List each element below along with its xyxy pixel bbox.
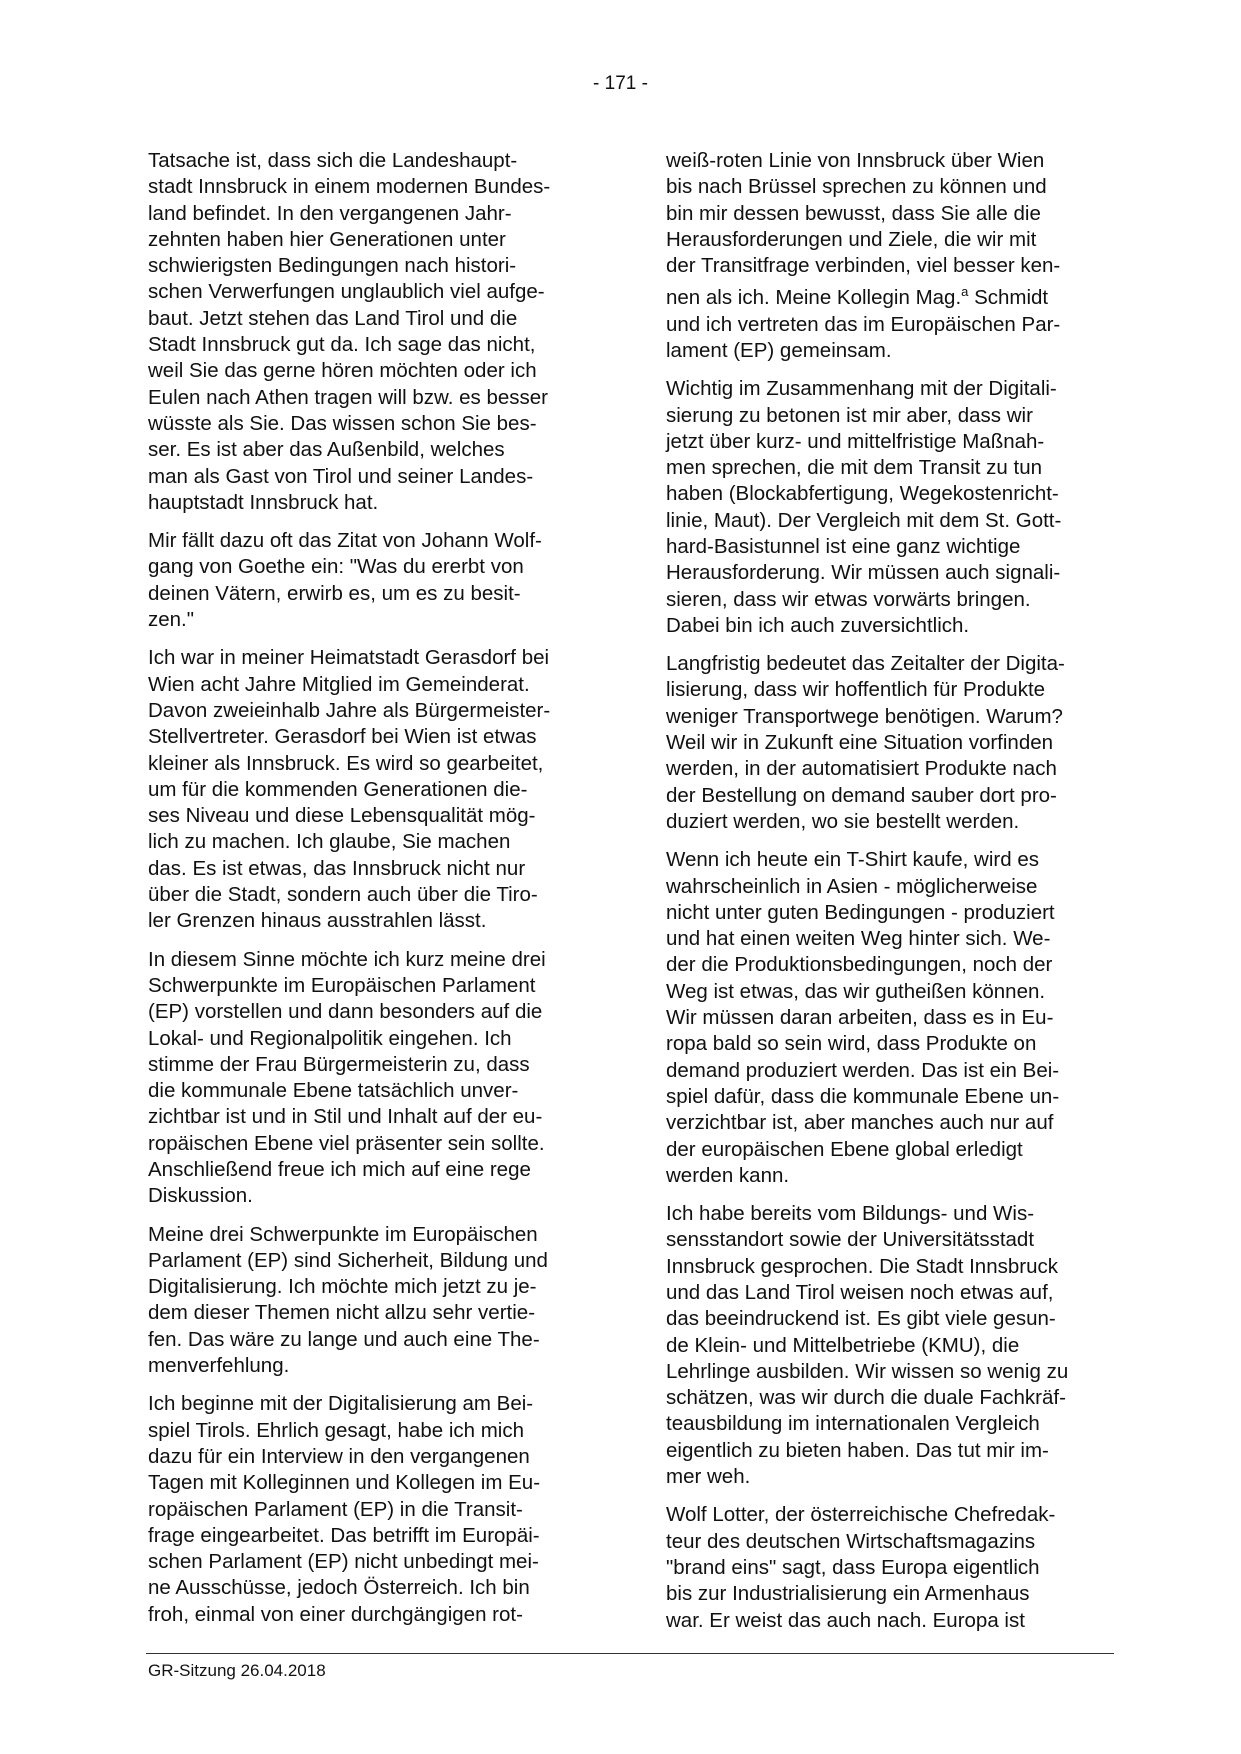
paragraph: Tatsache ist, dass sich die Landeshaupt- stadt Innsbruck in einem modernen Bundes- land befindet. In den vergangenen Jahr- zehnten haben hier Generationen unter schwierigsten Bedingungen nach histori- schen Verwerfungen unglaublich viel aufge- baut. Jetzt stehen das Land Tirol und die Stadt Innsbruck gut da. Ich sage das nicht, weil Sie das gerne hören möchten oder ich Eulen nach Athen tragen will bzw. es besser wüsste als Sie. Das wissen schon Sie bes- ser. Es ist aber das Außenbild, welches man als Gast von Tirol und seiner Landes- hauptstadt Innsbruck hat. bbox=[148, 149, 551, 514]
paragraph: Mir fällt dazu oft das Zitat von Johann Wolf- gang von Goethe ein: "Was du ererbt von deinen Vätern, erwirb es, um es zu besit- zen." bbox=[148, 529, 542, 632]
footer-text: GR-Sitzung 26.04.2018 bbox=[148, 1661, 326, 1680]
paragraph bbox=[666, 148, 1114, 364]
right-column bbox=[666, 148, 1114, 1646]
paragraph: Ich beginne mit der Digitalisierung am Bei- spiel Tirols. Ehrlich gesagt, habe ich mich dazu für ein Interview in den vergangenen Tagen mit Kolleginnen und Kollegen im Eu- ropäischen Parlament (EP) in die Transit- frage eingearbeitet. Das betrifft im Europäi- schen Parlament (EP) nicht unbedingt mei- ne Ausschüsse, jedoch Österreich. Ich bin froh, einmal von einer durchgängigen rot- bbox=[148, 1392, 541, 1626]
paragraph: Meine drei Schwerpunkte im Europäischen Parlament (EP) sind Sicherheit, Bildung und Digitalisierung. Ich möchte mich jetzt zu je- dem dieser Themen nicht allzu sehr vertie- fen. Das wäre zu lange und auch eine The- menverfehlung. bbox=[148, 1222, 548, 1378]
page-number: - 171 - bbox=[593, 73, 648, 94]
superscript: a bbox=[961, 284, 969, 300]
paragraph: Wenn ich heute ein T-Shirt kaufe, wird es wahrscheinlich in Asien - möglicherweise nicht unter guten Bedingungen - produziert und hat einen weiten Weg hinter sich. We- der die Produktionsbedingungen, noch der Weg ist etwas, das wir gutheißen können. Wir müssen daran arbeiten, dass es in Eu- ropa bald so sein wird, dass Produkte on demand produziert werden. Das ist ein Bei- spiel dafür, dass die kommunale Ebene un- verzichtbar ist, aber manches auch nur auf der europäischen Ebene global erledigt werden kann. bbox=[666, 848, 1060, 1187]
paragraph: Wichtig im Zusammenhang mit der Digitali- sierung zu betonen ist mir aber, dass wir jetzt über kurz- und mittelfristige Maßnah- men sprechen, die mit dem Transit zu tun haben (Blockabfertigung, Wegekostenricht- linie, Maut). Der Vergleich mit dem St. Gott- hard-Basistunnel ist eine ganz wichtige Herausforderung. Wir müssen auch signali- sieren, dass wir etwas vorwärts bringen. Dabei bin ich auch zuversichtlich. bbox=[666, 377, 1062, 637]
paragraph: Wolf Lotter, der österreichische Chefredak- teur des deutschen Wirtschaftsmagazins "brand eins" sagt, dass Europa eigentlich bis zur Industrialisierung ein Armenhaus war. Er weist das auch nach. Europa ist bbox=[666, 1503, 1056, 1632]
left-column bbox=[148, 148, 596, 1640]
paragraph-text: weiß-roten Linie von Innsbruck über Wien bis nach Brüssel sprechen zu können und bin mir dessen bewusst, dass Sie alle die Herausforderungen und Ziele, die wir mit der Transitfrage verbinden, viel besser ken- nen als ich. Meine Kollegin Mag. bbox=[666, 149, 1061, 310]
paragraph: Ich war in meiner Heimatstadt Gerasdorf bei Wien acht Jahre Mitglied im Gemeinderat. Davon zweieinhalb Jahre als Bürgermeister- Stellvertreter. Gerasdorf bei Wien ist etwas kleiner als Innsbruck. Es wird so gearbeitet, um für die kommenden Generationen die- ses Niveau und diese Lebensqualität mög- lich zu machen. Ich glaube, Sie machen das. Es ist etwas, das Innsbruck nicht nur über die Stadt, sondern auch über die Tiro- ler Grenzen hinaus ausstrahlen lässt. bbox=[148, 646, 551, 933]
paragraph: In diesem Sinne möchte ich kurz meine drei Schwerpunkte im Europäischen Parlament (EP) vorstellen und dann besonders auf die Lokal- und Regionalpolitik eingehen. Ich stimme der Frau Bürgermeisterin zu, dass die kommunale Ebene tatsächlich unver- zichtbar ist und in Stil und Inhalt auf der eu- ropäischen Ebene viel präsenter sein sollte. Anschließend freue ich mich auf eine rege Diskussion. bbox=[148, 947, 546, 1208]
paragraph: Langfristig bedeutet das Zeitalter der Digita- lisierung, dass wir hoffentlich für Produkte weniger Transportwege benötigen. Warum? Weil wir in Zukunft eine Situation vorfinden werden, in der automatisiert Produkte nach der Bestellung on demand sauber dort pro- duziert werden, wo sie bestellt werden. bbox=[666, 652, 1065, 833]
paragraph-text: Schmidt und ich vertreten das im Europäischen Par- lament (EP) gemeinsam. bbox=[666, 286, 1061, 362]
paragraph: Ich habe bereits vom Bildungs- und Wis- sensstandort sowie der Universitätsstadt Innsbruck gesprochen. Die Stadt Innsbruck und das Land Tirol weisen noch etwas auf, das beeindruckend ist. Es gibt viele gesun- de Klein- und Mittelbetriebe (KMU), die Lehrlinge ausbilden. Wir wissen so wenig zu schätzen, was wir durch die duale Fachkräf- teausbildung im internationalen Vergleich eigentlich zu bieten haben. Das tut mir im- mer weh. bbox=[666, 1202, 1069, 1489]
footer-divider bbox=[146, 1653, 1114, 1654]
